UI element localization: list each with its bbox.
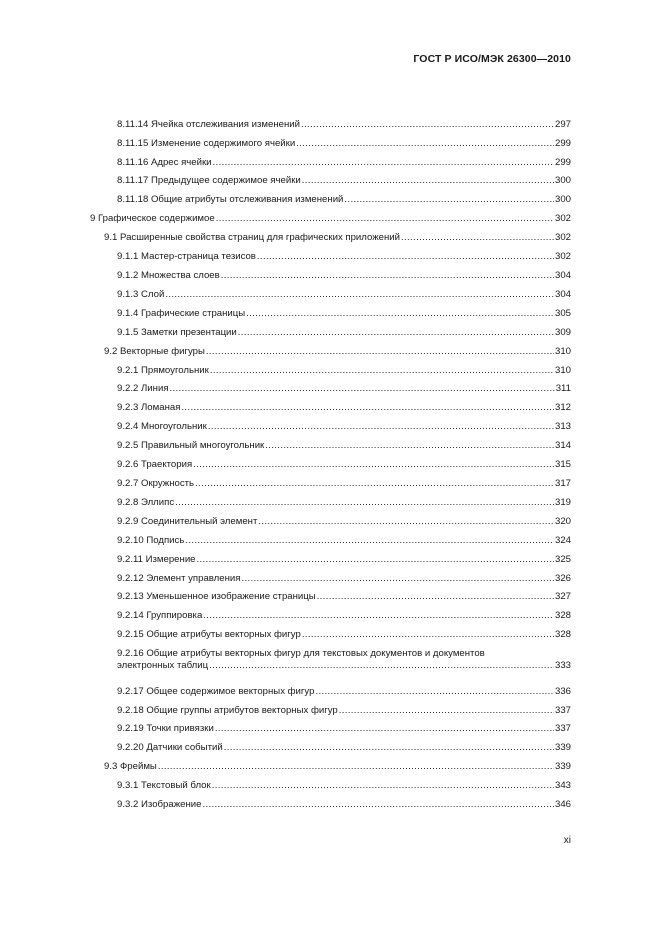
page-number: xi [563, 835, 571, 846]
toc-entry[interactable] [0, 648, 571, 672]
dot-leader [258, 516, 554, 528]
dot-leader [344, 194, 554, 206]
toc-entry-title: 8.11.18 Общие атрибуты отслеживания изменений [117, 194, 344, 205]
dot-leader [302, 629, 554, 641]
toc-entry-title: 9.2.9 Соединительный элемент [117, 516, 258, 527]
toc-entry[interactable] [0, 723, 571, 735]
dot-leader [221, 270, 554, 282]
toc-entry-title: 9.1.5 Заметки презентации [117, 327, 237, 338]
toc-entry[interactable] [0, 289, 571, 301]
toc-entry-title: 9 Графическое содержимое [90, 213, 215, 224]
toc-entry[interactable] [0, 629, 571, 641]
toc-entry-title: 8.11.14 Ячейка отслеживания изменений [117, 119, 300, 130]
dot-leader [401, 232, 554, 244]
toc-entry-page: 337 [554, 723, 571, 734]
toc-entry-title: 9.1.2 Множества слоев [117, 270, 220, 281]
dot-leader [246, 308, 554, 320]
toc-entry[interactable] [0, 402, 571, 414]
toc-entry-page: 297 [554, 119, 571, 130]
dot-leader [265, 440, 554, 452]
toc-entry-page: 336 [554, 686, 571, 697]
toc-entry-page: 302 [554, 232, 571, 243]
toc-entry-title: 9.1.4 Графические страницы [117, 308, 246, 319]
toc-entry[interactable] [0, 497, 571, 509]
dot-leader [195, 478, 554, 490]
toc-entry[interactable] [0, 440, 571, 452]
toc-entry-title-line1: 9.2.16 Общие атрибуты векторных фигур для текстовых документов и документов [117, 648, 485, 659]
toc-entry[interactable] [0, 535, 571, 547]
toc-entry-title: 9.1 Расширенные свойства страниц для графических приложений [104, 232, 400, 243]
dot-leader [216, 213, 554, 225]
toc-entry[interactable] [0, 516, 571, 528]
toc-entry-title: 9.2 Векторные фигуры [104, 346, 205, 357]
document-header: ГОСТ Р ИСО/МЭК 26300—2010 [413, 53, 571, 65]
dot-leader [165, 289, 554, 301]
toc-entry-page: 325 [554, 554, 571, 565]
dot-leader [315, 686, 554, 698]
toc-entry-page: 339 [554, 742, 571, 753]
toc-entry-page: 346 [554, 799, 571, 810]
toc-entry[interactable] [0, 119, 571, 131]
toc-entry-title: 9.2.4 Многоугольник [117, 421, 207, 432]
toc-entry[interactable] [0, 478, 571, 490]
toc-entry[interactable] [0, 705, 571, 717]
dot-leader [181, 402, 554, 414]
toc-entry-page: 317 [554, 478, 571, 489]
dot-leader [202, 799, 554, 811]
toc-entry-title: 9.2.1 Прямоугольник [117, 365, 209, 376]
toc-entry-page: 327 [554, 591, 571, 602]
dot-leader [212, 780, 554, 792]
toc-entry-page: 313 [554, 421, 571, 432]
toc-entry-page: 328 [554, 610, 571, 621]
dot-leader [170, 383, 555, 395]
toc-entry-title: 9.1.3 Слой [117, 289, 165, 300]
toc-entry-page: 304 [554, 289, 571, 300]
toc-entry-title: 9.2.2 Линия [117, 383, 169, 394]
dot-leader [209, 660, 554, 672]
toc-entry[interactable] [0, 138, 571, 150]
toc-entry-title: 9.2.18 Общие группы атрибутов векторных фигур [117, 705, 338, 716]
toc-entry-title: 9.2.12 Элемент управления [117, 573, 241, 584]
toc-entry[interactable] [0, 383, 571, 395]
toc-entry-page: 310 [554, 365, 571, 376]
toc-entry-page: 312 [554, 402, 571, 413]
dot-leader [197, 554, 554, 566]
toc-entry-title: 8.11.15 Изменение содержимого ячейки [117, 138, 296, 149]
dot-leader [317, 591, 554, 603]
toc-entry-title: 9.3 Фреймы [104, 761, 157, 772]
dot-leader [238, 327, 554, 339]
toc-entry-title: 9.2.7 Окружность [117, 478, 195, 489]
dot-leader [208, 421, 554, 433]
toc-entry-title: 8.11.17 Предыдущее содержимое ячейки [117, 175, 301, 186]
dot-leader [301, 119, 554, 131]
toc-entry-title: 9.3.2 Изображение [117, 799, 202, 810]
toc-entry[interactable] [0, 780, 571, 792]
toc-entry-title: 9.2.19 Точки привязки [117, 723, 214, 734]
dot-leader [193, 459, 554, 471]
toc-entry-page: 319 [554, 497, 571, 508]
dot-leader [257, 251, 554, 263]
dot-leader [158, 761, 554, 773]
toc-entry[interactable] [0, 421, 571, 433]
toc-entry-page: 309 [554, 327, 571, 338]
toc-entry-title: 9.2.3 Ломаная [117, 402, 181, 413]
toc-entry[interactable] [0, 346, 571, 358]
toc-entry-page: 302 [554, 213, 571, 224]
dot-leader [215, 723, 554, 735]
toc-entry-page: 328 [554, 629, 571, 640]
toc-entry[interactable] [0, 251, 571, 263]
toc-entry[interactable] [0, 591, 571, 603]
toc-entry-title: 9.2.5 Правильный многоугольник [117, 440, 265, 451]
toc-entry-page: 339 [554, 761, 571, 772]
toc-entry-page: 302 [554, 251, 571, 262]
toc-entry[interactable] [0, 573, 571, 585]
toc-entry-page: 300 [554, 194, 571, 205]
toc-entry-title: 9.2.11 Измерение [117, 554, 196, 565]
toc-entry[interactable] [0, 365, 571, 377]
toc-entry-page: 326 [554, 573, 571, 584]
toc-entry-page: 304 [554, 270, 571, 281]
toc-entry-title: 9.1.1 Мастер-страница тезисов [117, 251, 256, 262]
toc-entry-title: 9.2.6 Траектория [117, 459, 193, 470]
toc-entry-title: 9.2.17 Общее содержимое векторных фигур [117, 686, 315, 697]
dot-leader [224, 742, 554, 754]
dot-leader [296, 138, 554, 150]
toc-entry-page: 299 [554, 157, 571, 168]
toc-entry-page: 310 [554, 346, 571, 357]
dot-leader [339, 705, 554, 717]
toc-entry-title: 9.2.15 Общие атрибуты векторных фигур [117, 629, 301, 640]
toc-entry-page: 333 [554, 660, 571, 671]
toc-entry-title: 9.3.1 Текстовый блок [117, 780, 211, 791]
dot-leader [302, 175, 554, 187]
toc-entry[interactable] [0, 799, 571, 811]
dot-leader [185, 535, 554, 547]
toc-entry-page: 324 [554, 535, 571, 546]
toc-entry[interactable] [0, 686, 571, 698]
dot-leader [241, 573, 554, 585]
toc-entry-page: 300 [554, 175, 571, 186]
toc-entry[interactable] [0, 308, 571, 320]
toc-entry-title: 9.2.20 Датчики событий [117, 742, 223, 753]
toc-entry[interactable] [0, 554, 571, 566]
toc-entry-page: 299 [554, 138, 571, 149]
dot-leader [175, 497, 554, 509]
toc-entry[interactable] [0, 459, 571, 471]
toc-entry-page: 320 [554, 516, 571, 527]
toc-entry-title: электронных таблиц [117, 660, 209, 671]
toc-entry[interactable] [0, 157, 571, 169]
toc-entry[interactable] [0, 270, 571, 282]
toc-entry-page: 311 [555, 383, 571, 394]
toc-entry-title: 9.2.13 Уменьшенное изображение страницы [117, 591, 316, 602]
toc-entry-title: 9.2.8 Эллипс [117, 497, 175, 508]
toc-entry-page: 315 [554, 459, 571, 470]
toc-entry[interactable] [0, 610, 571, 622]
toc-entry-title: 8.11.16 Адрес ячейки [117, 157, 212, 168]
toc-entry-page: 343 [554, 780, 571, 791]
dot-leader [203, 610, 554, 622]
toc-entry-page: 337 [554, 705, 571, 716]
toc-entry-page: 305 [554, 308, 571, 319]
toc-entry[interactable] [0, 232, 571, 244]
toc-entry[interactable] [0, 327, 571, 339]
toc-entry-title: 9.2.10 Подпись [117, 535, 185, 546]
toc-entry[interactable] [0, 761, 571, 773]
dot-leader [210, 365, 554, 377]
dot-leader [206, 346, 554, 358]
dot-leader [213, 157, 554, 169]
toc-entry[interactable] [0, 194, 571, 206]
toc-entry[interactable] [0, 175, 571, 187]
toc-entry[interactable] [0, 742, 571, 754]
toc-entry-title: 9.2.14 Группировка [117, 610, 203, 621]
toc-entry[interactable] [0, 213, 571, 225]
toc-entry-page: 314 [554, 440, 571, 451]
